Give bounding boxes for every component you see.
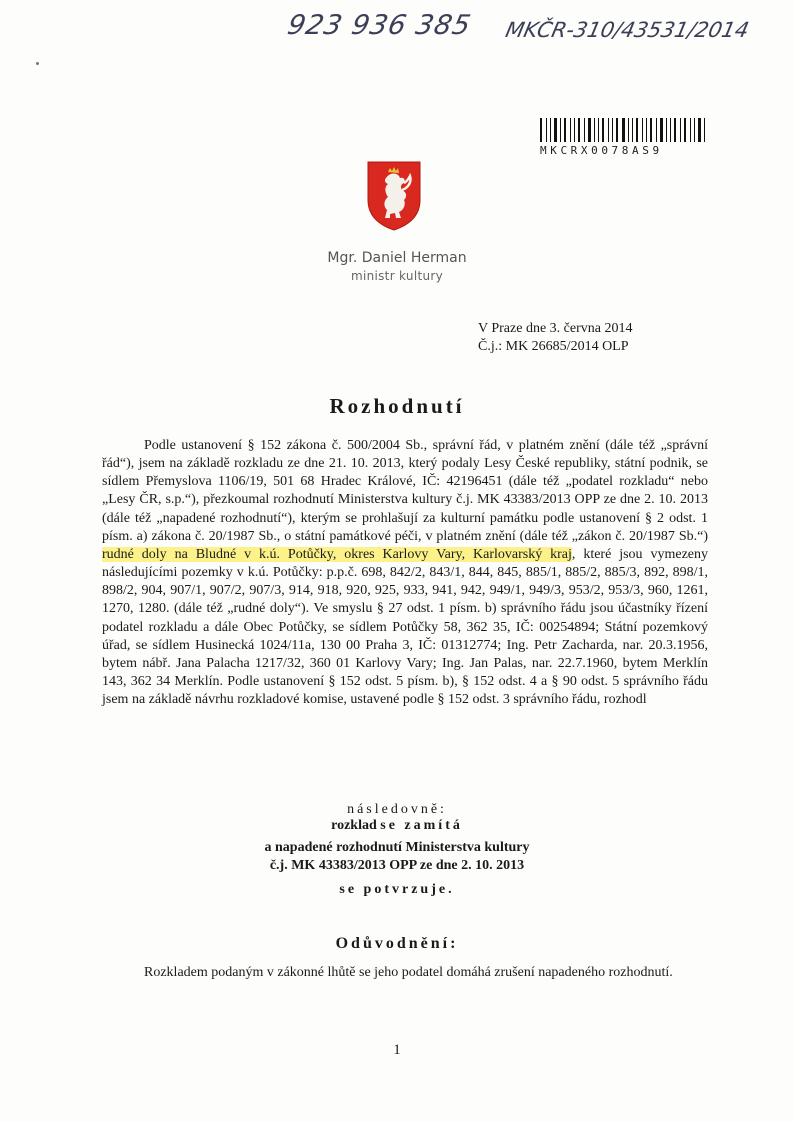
barcode-bar [608, 118, 609, 142]
place-date-block [478, 320, 632, 356]
barcode-gap [576, 118, 577, 142]
barcode-gap [664, 118, 665, 142]
barcode-bar [670, 118, 671, 142]
verdict-line-3: č.j. MK 43383/2013 OPP ze dne 2. 10. 2013 [269, 858, 525, 873]
body-paragraph [102, 437, 708, 709]
barcode-gap [630, 118, 631, 142]
barcode-bar [628, 118, 629, 142]
barcode-bar [642, 118, 643, 142]
barcode-gap [552, 118, 553, 142]
place-date: V Praze dne 3. června 2014 [478, 321, 633, 336]
barcode-bar [660, 118, 663, 142]
barcode-bar [570, 118, 571, 142]
barcode-gap [567, 118, 569, 142]
barcode-gap [687, 118, 689, 142]
barcode-gap [596, 118, 597, 142]
barcode-bar [560, 118, 561, 142]
minister-name: Mgr. Daniel Herman [327, 250, 467, 266]
barcode-gap [614, 118, 615, 142]
verdict-line-2: a napadené rozhodnutí Ministerstva kultury [264, 840, 530, 855]
barcode-gap [639, 118, 641, 142]
barcode-gap [668, 118, 669, 142]
barcode-gap [626, 118, 627, 142]
reasoning-heading: Odůvodnění: [335, 935, 459, 952]
barcode-gap [572, 118, 573, 142]
barcode-bar [564, 118, 566, 142]
barcode-bar [698, 118, 701, 142]
barcode-gap [653, 118, 655, 142]
speck [36, 62, 39, 65]
barcode-gap [605, 118, 607, 142]
barcode-bar [578, 118, 580, 142]
barcode-gap [558, 118, 559, 142]
barcode-bar [602, 118, 604, 142]
barcode-text: MKCRX0078AS9 [540, 144, 663, 157]
barcode-bar [684, 118, 686, 142]
barcode-gap [543, 118, 545, 142]
barcode-bar [666, 118, 667, 142]
barcode-bar [540, 118, 542, 142]
barcode-gap [672, 118, 673, 142]
verdict-line-4: se potvrzuje. [339, 882, 455, 897]
barcode-gap [619, 118, 621, 142]
barcode-block [540, 118, 712, 157]
barcode-gap [706, 118, 707, 142]
barcode-bar [636, 118, 638, 142]
barcode-bar [574, 118, 575, 142]
barcode-bar [680, 118, 681, 142]
verdict-intro: následovně: [347, 802, 447, 817]
barcode-bar [674, 118, 676, 142]
barcode-bar [616, 118, 618, 142]
barcode-gap [562, 118, 563, 142]
barcode-gap [644, 118, 645, 142]
barcode-gap [581, 118, 583, 142]
verdict-line-1: rozklad se zamítá [331, 818, 463, 833]
barcode-bar [622, 118, 625, 142]
barcode-bar [546, 118, 547, 142]
barcode-gap [692, 118, 693, 142]
barcode-gap [592, 118, 593, 142]
highlighted-text: rudné doly na Bludné v k.ú. Potůčky, okres Karlovy Vary, Karlovarský kraj [102, 546, 572, 562]
barcode-bar [632, 118, 633, 142]
minister-title: ministr kultury [350, 269, 444, 283]
barcode-bar [584, 118, 585, 142]
barcode-gap [610, 118, 611, 142]
barcode-gap [658, 118, 659, 142]
barcode-gap [634, 118, 635, 142]
barcode-bar [550, 118, 551, 142]
barcode-bar [704, 118, 705, 142]
barcode-bar [612, 118, 613, 142]
decision-body [102, 437, 708, 709]
czech-lion-emblem-icon [366, 160, 422, 232]
barcode-bar [646, 118, 647, 142]
barcode-gap [682, 118, 683, 142]
reference-number: Č.j.: MK 26685/2014 OLP [478, 339, 629, 354]
handwritten-reference: MKČR-310/43531/2014 [503, 18, 752, 42]
barcode [540, 118, 712, 142]
handwritten-number: 923 936 385 [284, 10, 475, 41]
barcode-gap [696, 118, 697, 142]
barcode-bar [594, 118, 595, 142]
barcode-gap [548, 118, 549, 142]
barcode-bar [650, 118, 652, 142]
body-text-end: , které jsou vymezeny následujícími pozemky v k.ú. Potůčky: p.p.č. 698, 842/2, 843/1, 844, 845, 885/1, 885/2, 885/3, 892, 898/1, 898/2, 904, 907/1, 907/2, 907/3, 914, 918, 920, 925, 933, 941, 942, 949/1, 949/3, 953/2, 953/3, 960, 1261, 1270, 1280. (dále též „rudné doly“). Ve smyslu § 27 odst. 1 písm. b) správního řádu jsou účastníky řízení podatel rozkladu a dále Obec Potůčky, se sídlem Potůčky 58, 362 35, IČ: 00254894; Státní pozemkový úřad, se sídlem Husinecká 1024/11a, 130 00 Praha 3, IČ: 01312774; Ing. Petr Zacharda, nar. 20.3.1956, bytem nábř. Jana Palacha 1217/32, 360 01 Karlovy Vary; Ing. Jan Palas, nar. 22.7.1960, bytem Merklín 143, 362 34 Merklín. Podle ustanovení § 152 odst. 5 písm. b), § 152 odst. 4 a § 90 odst. 5 správního řádu jsem na základě návrhu rozkladové komise, ustavené podle § 152 odst. 3 správního řádu, rozhodl [102, 546, 708, 708]
barcode-bar [656, 118, 657, 142]
document-title: Rozhodnutí [329, 394, 465, 418]
barcode-bar [554, 118, 557, 142]
body-text-start: Podle ustanovení § 152 zákona č. 500/2004 Sb., správní řád, v platném znění (dále též „správní řád“), jsem na základě rozkladu ze dne 21. 10. 2013, který podaly Lesy České republiky, státní podnik, se sídlem Přemyslova 1106/19, 501 68 Hradec Králové, IČ: 42196451 (dále též „podatel rozkladu“ nebo „Lesy ČR, s.p.“), přezkoumal rozhodnutí Ministerstva kultury č.j. MK 43383/2013 OPP ze dne 2. 10. 2013 (dále též „napadené rozhodnutí“), kterým se prohlašují za kulturní památku podle ustanovení § 2 odst. 1 písm. a) zákona č. 20/1987 Sb., o státní památkové péči, v platném znění (dále též „zákon č. 20/1987 Sb.“) [102, 438, 708, 544]
barcode-gap [648, 118, 649, 142]
barcode-gap [600, 118, 601, 142]
barcode-bar [690, 118, 691, 142]
barcode-bar [588, 118, 591, 142]
barcode-gap [702, 118, 703, 142]
barcode-gap [586, 118, 587, 142]
reasoning-text: Rozkladem podaným v zákonné lhůtě se jeho podatel domáhá zrušení napadeného rozhodnutí. [144, 965, 673, 980]
barcode-gap [677, 118, 679, 142]
page-number: 1 [393, 1042, 401, 1058]
barcode-bar [598, 118, 599, 142]
barcode-bar [694, 118, 695, 142]
